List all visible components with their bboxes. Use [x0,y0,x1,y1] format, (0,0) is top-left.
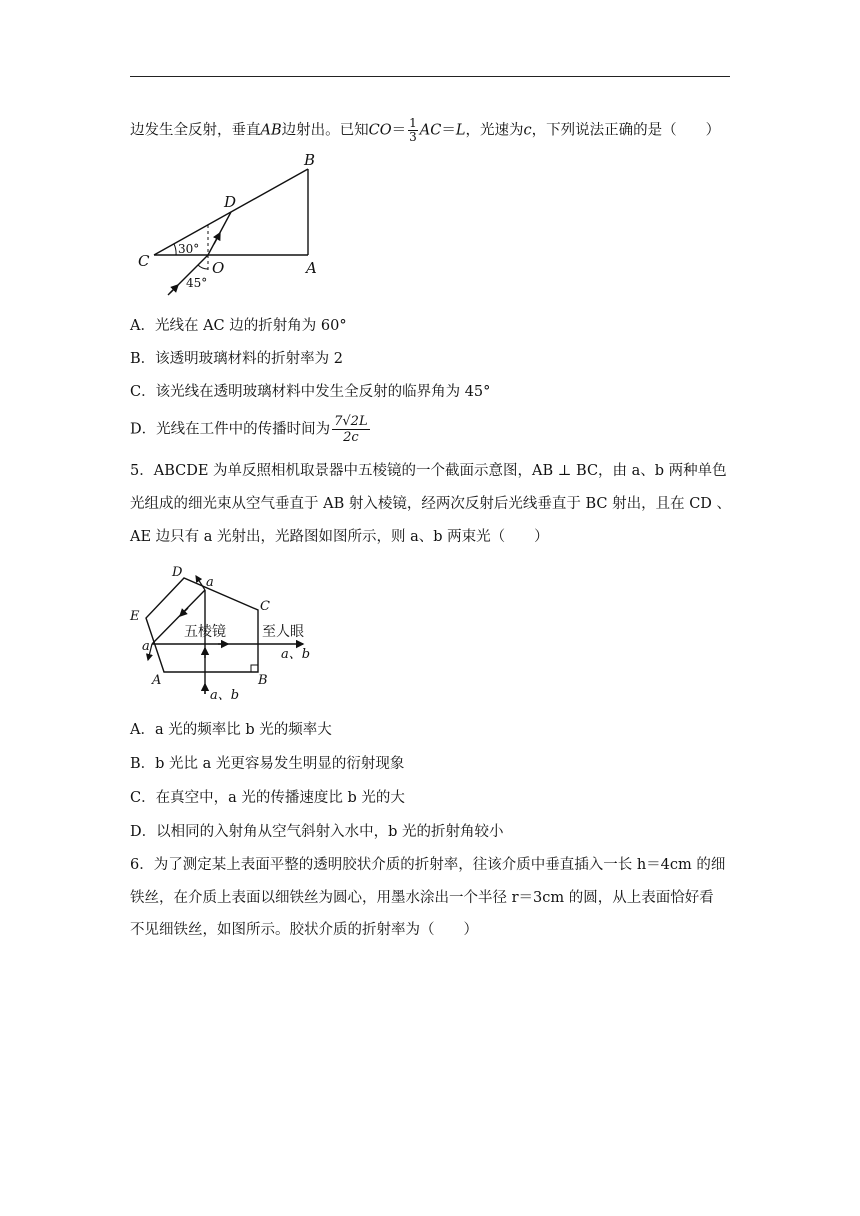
fraction-time: $\frac{7√2L}{2c}$ [334,414,368,445]
right-angle-mark [251,665,258,672]
label-E: E [130,609,140,624]
q5-option-c: C．在真空中，a 光的传播速度比 b 光的大 [130,790,405,806]
angle-30-arc [174,244,176,255]
q5-option-d: D．以相同的入射角从空气斜射入水中，b 光的折射角较小 [130,824,504,840]
ray-diagonal-arrow [180,608,188,616]
angle-45-arc [198,265,208,269]
label-eye: 至人眼 [262,624,304,640]
label-ab-bottom: a、b [210,688,240,703]
label-B: B [258,673,268,688]
label-O: O [212,259,225,277]
ray-a-exit-top [196,576,205,590]
q5-option-a: A．a 光的频率比 b 光的频率大 [130,722,332,738]
label-B: B [304,151,316,169]
pentaprism-figure [128,562,328,707]
label-A: A [152,673,162,688]
q4-option-c: C．该光线在透明玻璃材料中发生全反射的临界角为 45° [130,384,491,400]
q4-stem: 边发生全反射，垂直AB边射出。已知CO＝ $\frac{1}{3}$ AC＝L，光速为c，下列说法正确的是（ ） [130,116,721,144]
q5-stem-line1: 5．ABCDE 为单反照相机取景器中五棱镜的一个截面示意图，AB ⊥ BC，由 a、b 两种单色 [130,463,727,479]
q5-option-b: B．b 光比 a 光更容易发生明显的衍射现象 [130,756,405,772]
angle-30-label: 30° [178,242,200,256]
q5-stem-line3: AE 边只有 a 光射出，光路图如图所示，则 a、b 两束光（ ） [130,529,549,545]
label-A: A [306,259,317,277]
fraction-one-third: $\frac{1}{3}$ [409,116,417,144]
label-D: D [224,193,237,211]
triangle-prism-figure [130,145,350,305]
arrow-refracted [214,233,220,244]
q6-stem-line3: 不见细铁丝，如图所示。胶状介质的折射率为（ ） [130,922,478,938]
q6-stem-line2: 铁丝，在介质上表面以细铁丝为圆心，用墨水涂出一个半径 r＝3cm 的圆，从上表面恰好看 [130,890,714,906]
q4-option-b: B．该透明玻璃材料的折射率为 2 [130,351,343,367]
arrow-incident [170,285,178,293]
label-C: C [260,599,270,614]
label-D: D [172,565,183,580]
label-C: C [138,252,150,270]
q6-stem-line1: 6．为了测定某上表面平整的透明胶状介质的折射率，往该介质中垂直插入一长 h＝4cm 的细 [130,857,726,873]
label-prism: 五棱镜 [184,624,226,640]
label-ab-right: a、b [281,647,311,662]
q4-option-a: A．光线在 AC 边的折射角为 60° [130,318,347,334]
label-a-top: a [206,575,214,590]
q4-option-d: D．光线在工件中的传播时间为 $\frac{7√2L}{2c}$ [130,414,368,445]
angle-45-label: 45° [186,276,208,290]
q5-stem-line2: 光组成的细光束从空气垂直于 AB 射入棱镜，经两次反射后光线垂直于 BC 射出，且在 CD 、 [130,496,732,512]
header-rule [130,76,730,77]
label-a-left: a [142,639,150,654]
